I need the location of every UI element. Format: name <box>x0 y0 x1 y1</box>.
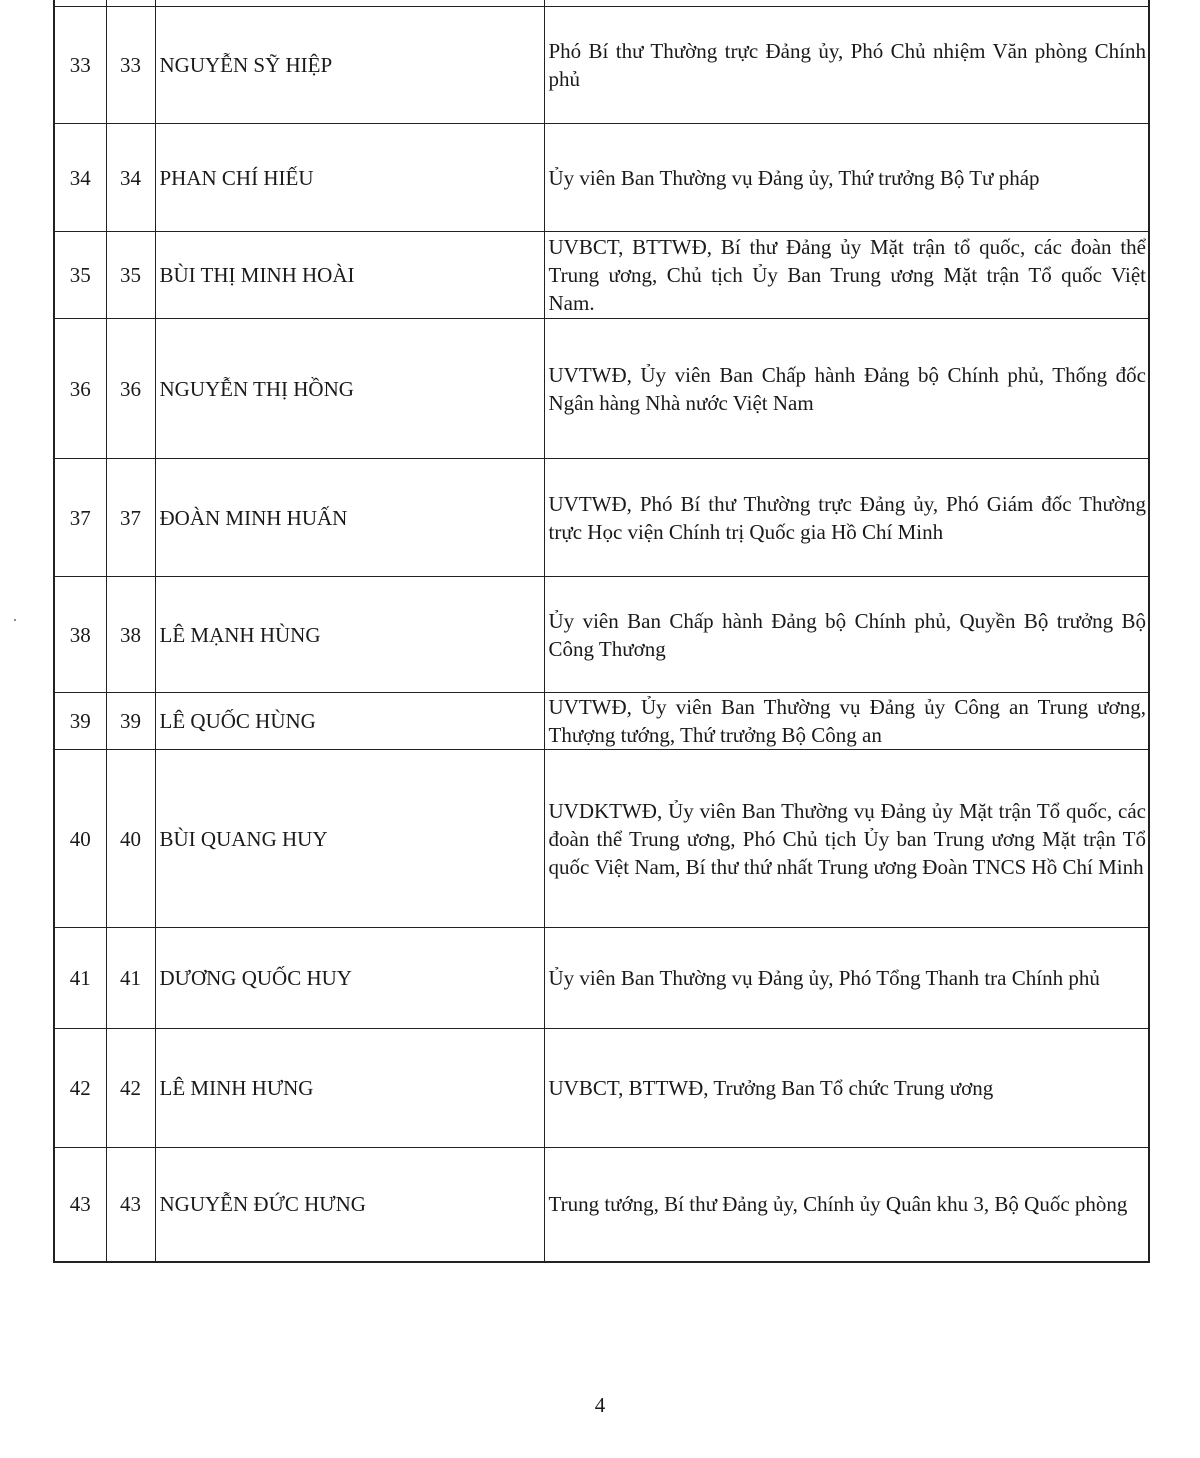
table-row <box>54 232 1149 319</box>
member-name: NGUYỄN THỊ HỒNG <box>155 319 544 459</box>
member-position: UVBCT, BTTWĐ, Trưởng Ban Tổ chức Trung ương <box>544 1029 1149 1148</box>
table-row <box>54 928 1149 1029</box>
member-position: Phó Bí thư Thường trực Đảng ủy, Phó Chủ nhiệm Văn phòng Chính phủ <box>544 7 1149 124</box>
table-row <box>54 750 1149 928</box>
table-row <box>54 124 1149 232</box>
row-index: 42 <box>54 1029 106 1148</box>
table-row <box>54 459 1149 577</box>
member-position: UVTWĐ, Ủy viên Ban Chấp hành Đảng bộ Chính phủ, Thống đốc Ngân hàng Nhà nước Việt Nam <box>544 319 1149 459</box>
row-number: 34 <box>106 124 155 232</box>
row-number: 38 <box>106 577 155 693</box>
scan-speck <box>14 619 16 621</box>
row-index: 35 <box>54 232 106 319</box>
row-number: 40 <box>106 750 155 928</box>
row-number: 36 <box>106 319 155 459</box>
member-position: UVBCT, BTTWĐ, Bí thư Đảng ủy Mặt trận tổ quốc, các đoàn thể Trung ương, Chủ tịch Ủy Ban Trung ương Mặt trận Tổ quốc Việt Nam. <box>544 232 1149 319</box>
row-index: 37 <box>54 459 106 577</box>
row-index: 34 <box>54 124 106 232</box>
member-position: Trung tướng, Bí thư Đảng ủy, Chính ủy Quân khu 3, Bộ Quốc phòng <box>544 1148 1149 1262</box>
member-name: LÊ MINH HƯNG <box>155 1029 544 1148</box>
row-index: 33 <box>54 7 106 124</box>
member-name: NGUYỄN SỸ HIỆP <box>155 7 544 124</box>
table-row <box>54 693 1149 750</box>
row-index: 43 <box>54 1148 106 1262</box>
row-index: 36 <box>54 319 106 459</box>
row-number: 42 <box>106 1029 155 1148</box>
row-number: 37 <box>106 459 155 577</box>
table-row <box>54 1148 1149 1262</box>
row-number: 35 <box>106 232 155 319</box>
member-name: PHAN CHÍ HIẾU <box>155 124 544 232</box>
row-index: 39 <box>54 693 106 750</box>
table-row <box>54 1029 1149 1148</box>
member-position: Ủy viên Ban Chấp hành Đảng bộ Chính phủ, Quyền Bộ trưởng Bộ Công Thương <box>544 577 1149 693</box>
row-number: 39 <box>106 693 155 750</box>
row-index: 41 <box>54 928 106 1029</box>
member-name: DƯƠNG QUỐC HUY <box>155 928 544 1029</box>
member-name: ĐOÀN MINH HUẤN <box>155 459 544 577</box>
member-name: BÙI QUANG HUY <box>155 750 544 928</box>
member-table <box>53 0 1150 1263</box>
row-number: 33 <box>106 7 155 124</box>
member-name: BÙI THỊ MINH HOÀI <box>155 232 544 319</box>
row-index: 40 <box>54 750 106 928</box>
member-name: LÊ QUỐC HÙNG <box>155 693 544 750</box>
member-position: Ủy viên Ban Thường vụ Đảng ủy, Phó Tổng Thanh tra Chính phủ <box>544 928 1149 1029</box>
member-position: UVDKTWĐ, Ủy viên Ban Thường vụ Đảng ủy Mặt trận Tổ quốc, các đoàn thể Trung ương, Phó Chủ tịch Ủy ban Trung ương Mặt trận Tổ quốc Việt Nam, Bí thư thứ nhất Trung ương Đoàn TNCS Hồ Chí Minh <box>544 750 1149 928</box>
table-row <box>54 7 1149 124</box>
table-row <box>54 577 1149 693</box>
page-number: 4 <box>594 1393 606 1417</box>
row-index: 38 <box>54 577 106 693</box>
member-position: UVTWĐ, Phó Bí thư Thường trực Đảng ủy, Phó Giám đốc Thường trực Học viện Chính trị Quốc gia Hồ Chí Minh <box>544 459 1149 577</box>
member-name: NGUYỄN ĐỨC HƯNG <box>155 1148 544 1262</box>
table-row <box>54 319 1149 459</box>
member-name: LÊ MẠNH HÙNG <box>155 577 544 693</box>
member-position: Ủy viên Ban Thường vụ Đảng ủy, Thứ trưởng Bộ Tư pháp <box>544 124 1149 232</box>
row-number: 43 <box>106 1148 155 1262</box>
member-position: UVTWĐ, Ủy viên Ban Thường vụ Đảng ủy Công an Trung ương, Thượng tướng, Thứ trưởng Bộ Công an <box>544 693 1149 750</box>
row-number: 41 <box>106 928 155 1029</box>
